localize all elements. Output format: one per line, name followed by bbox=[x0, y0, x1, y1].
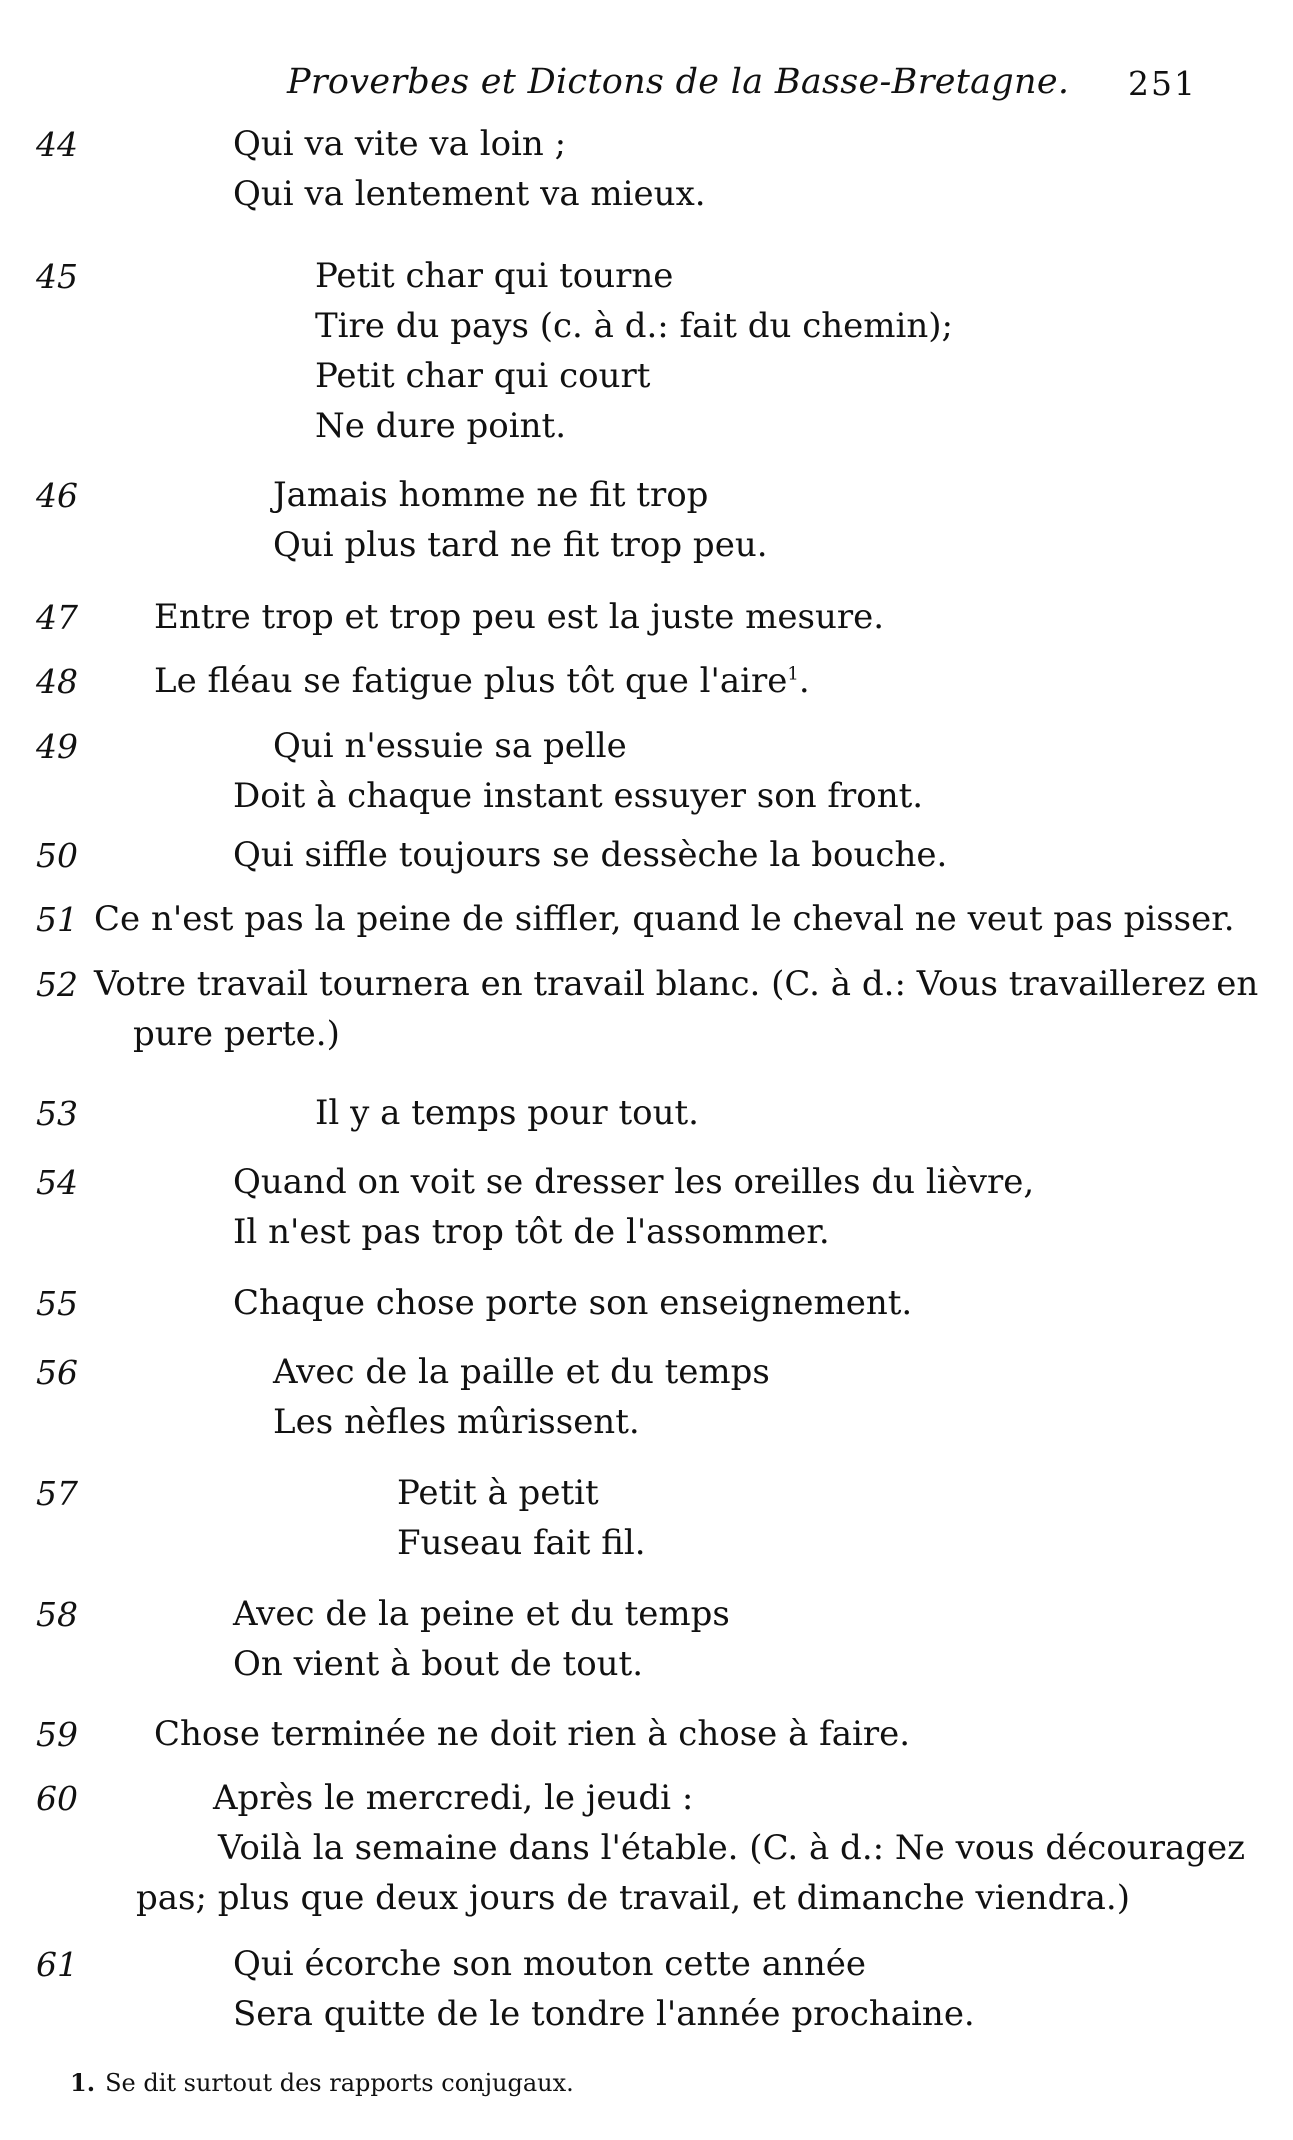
proverb-number: 44 bbox=[36, 125, 78, 164]
proverb-number: 55 bbox=[36, 1284, 78, 1323]
proverb-line: Ce n'est pas la peine de siffler, quand le cheval ne veut pas pisser. bbox=[94, 899, 1235, 939]
proverb-line: Chaque chose porte son enseignement. bbox=[233, 1283, 913, 1323]
footnote-reference[interactable]: 1 bbox=[787, 663, 799, 685]
proverb-line: Les nèfles mûrissent. bbox=[273, 1402, 640, 1442]
proverb-text-end: . bbox=[798, 661, 810, 701]
proverb-text: Le fléau se fatigue plus tôt que l'aire bbox=[154, 661, 788, 701]
proverb-line: On vient à bout de tout. bbox=[233, 1644, 644, 1684]
proverb-line: Entre trop et trop peu est la juste mesure. bbox=[154, 597, 885, 637]
proverb-line: Chose terminée ne doit rien à chose à faire. bbox=[154, 1714, 911, 1754]
proverb-line: Après le mercredi, le jeudi : bbox=[213, 1778, 694, 1818]
proverb-number: 56 bbox=[36, 1353, 78, 1392]
footnote-text: Se dit surtout des rapports conjugaux. bbox=[105, 2069, 574, 2097]
proverb-number: 48 bbox=[36, 662, 78, 701]
proverb-line: Avec de la peine et du temps bbox=[233, 1594, 730, 1634]
proverb-line: Votre travail tournera en travail blanc. (C. à d.: Vous travaillerez en bbox=[94, 964, 1259, 1004]
proverb-number: 57 bbox=[36, 1474, 78, 1513]
proverb-line: Qui plus tard ne fit trop peu. bbox=[273, 525, 768, 565]
proverb-line: Voilà la semaine dans l'étable. (C. à d.: Ne vous découragez bbox=[218, 1828, 1246, 1868]
running-title: Proverbes et Dictons de la Basse-Bretagne. bbox=[287, 62, 1070, 102]
proverb-line: Qui va lentement va mieux. bbox=[233, 174, 706, 214]
proverb-line: Petit char qui court bbox=[315, 356, 651, 396]
page-number: 251 bbox=[1128, 64, 1197, 103]
proverb-number: 61 bbox=[36, 1945, 78, 1984]
proverb-line: Doit à chaque instant essuyer son front. bbox=[233, 776, 924, 816]
proverb-line: Tire du pays (c. à d.: fait du chemin); bbox=[315, 306, 953, 346]
proverb-number: 47 bbox=[36, 598, 78, 637]
proverb-number: 45 bbox=[36, 257, 78, 296]
proverb-number: 51 bbox=[36, 900, 78, 939]
proverb-line: Il y a temps pour tout. bbox=[315, 1093, 699, 1133]
proverb-line: Jamais homme ne fit trop bbox=[273, 475, 709, 515]
proverb-line bbox=[154, 656, 810, 706]
proverb-number: 59 bbox=[36, 1715, 78, 1754]
proverb-line: Quand on voit se dresser les oreilles du lièvre, bbox=[233, 1162, 1035, 1202]
proverb-line: Avec de la paille et du temps bbox=[273, 1352, 770, 1392]
proverb-line: Fuseau fait fil. bbox=[397, 1523, 646, 1563]
proverb-line: Petit à petit bbox=[397, 1473, 599, 1513]
footnote bbox=[70, 2068, 574, 2097]
proverb-line: Petit char qui tourne bbox=[315, 256, 674, 296]
proverb-line: pure perte.) bbox=[133, 1014, 340, 1054]
proverb-line: Ne dure point. bbox=[315, 406, 566, 446]
proverb-line: Sera quitte de le tondre l'année prochaine. bbox=[233, 1994, 975, 2034]
page-header bbox=[0, 62, 1293, 112]
proverb-number: 54 bbox=[36, 1163, 78, 1202]
proverb-line: Il n'est pas trop tôt de l'assommer. bbox=[233, 1212, 830, 1252]
proverb-number: 49 bbox=[36, 727, 78, 766]
proverb-number: 52 bbox=[36, 965, 78, 1004]
proverb-number: 46 bbox=[36, 476, 78, 515]
proverb-line: pas; plus que deux jours de travail, et dimanche viendra.) bbox=[136, 1878, 1131, 1918]
proverb-number: 58 bbox=[36, 1595, 78, 1634]
proverb-number: 60 bbox=[36, 1779, 78, 1818]
proverb-line: Qui siffle toujours se dessèche la bouche. bbox=[233, 835, 948, 875]
footnote-mark: 1. bbox=[70, 2068, 96, 2097]
proverb-line: Qui n'essuie sa pelle bbox=[273, 726, 627, 766]
proverb-number: 50 bbox=[36, 836, 78, 875]
proverb-number: 53 bbox=[36, 1094, 78, 1133]
proverb-line: Qui va vite va loin ; bbox=[233, 124, 567, 164]
proverb-line: Qui écorche son mouton cette année bbox=[233, 1944, 867, 1984]
